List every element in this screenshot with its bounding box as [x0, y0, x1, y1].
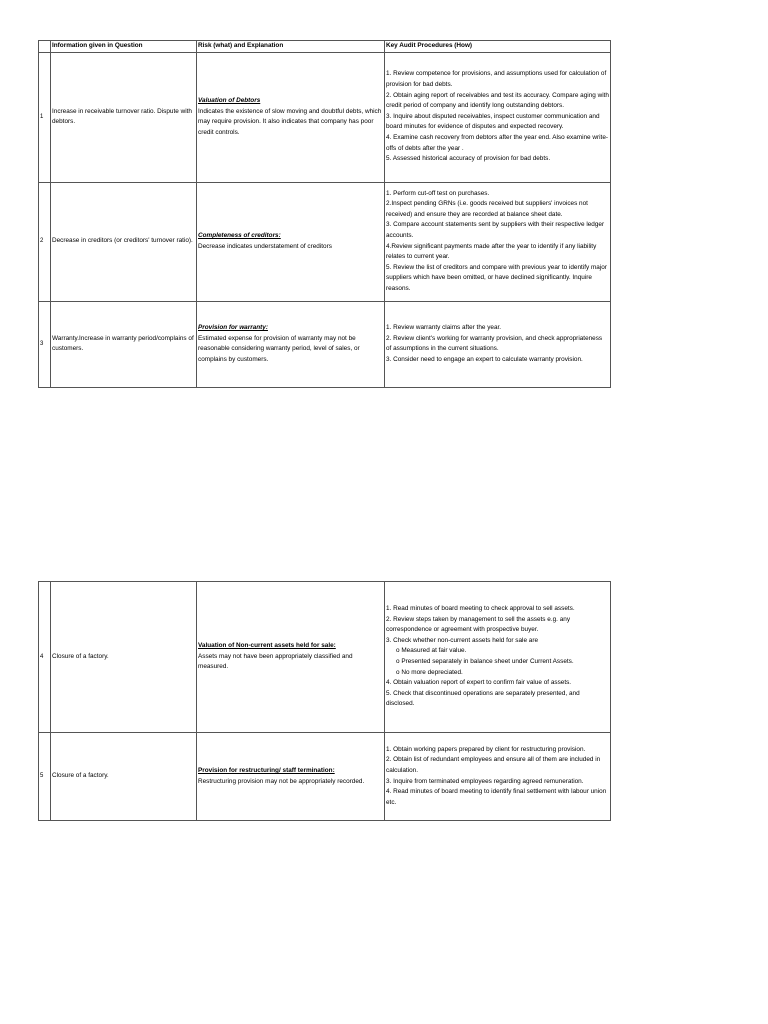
risk-title: Valuation of Debtors: [198, 96, 261, 104]
procedure-line: 4. Examine cash recovery from debtors after the year end. Also examine write-offs of debts after the year .: [386, 133, 608, 152]
procedure-line: 1. Review competence for provisions, and assumptions used for calculation of provision for bad debts.: [386, 70, 607, 89]
risk-title: Completeness of creditors:: [198, 232, 281, 239]
row-number: 3: [39, 301, 51, 387]
info-cell: Closure of a factory.: [51, 582, 197, 733]
table-row: [39, 301, 611, 387]
risk-text: Estimated expense for provision of warranty may not be reasonable considering warranty period, level of sales, or complains by customers.: [198, 334, 360, 363]
risk-cell: [197, 582, 385, 733]
procedures-cell: [385, 182, 611, 301]
info-cell: Closure of a factory.: [51, 733, 197, 821]
header-risk: Risk (what) and Explanation: [197, 41, 385, 53]
procedure-line: 1. Obtain working papers prepared by client for restructuring provision.: [386, 745, 586, 753]
procedure-line: 2.Inspect pending GRNs (i.e. goods received but suppliers' invoices not received) and ensure they are recorded at balance sheet date.: [386, 200, 588, 218]
table-row: [39, 182, 611, 301]
risk-text: Restructuring provision may not be appropriately recorded.: [198, 777, 365, 785]
info-cell: Decrease in creditors (or creditors' turnover ratio).: [51, 182, 197, 301]
procedure-line: 1. Read minutes of board meeting to check approval to sell assets.: [386, 605, 575, 613]
risk-cell: [197, 301, 385, 387]
info-cell: Increase in receivable turnover ratio. Dispute with debtors.: [51, 52, 197, 182]
risk-text: Indicates the existence of slow moving and doubtful debts, which may require provision. It also indicates that company has poor credit controls.: [198, 107, 382, 136]
procedure-line: 4. Read minutes of board meeting to identify final settlement with labour union etc.: [386, 788, 607, 806]
risk-title: Provision for restructuring/ staff termination:: [198, 766, 335, 774]
table-row: [39, 52, 611, 182]
procedure-line: 3. Consider need to engage an expert to calculate warranty provision.: [386, 355, 583, 363]
procedure-line: 2. Review steps taken by management to sell the assets e.g. any correspondence or agreement with prospective buyer.: [386, 615, 571, 634]
procedure-line: 1. Perform cut-off test on purchases.: [386, 189, 490, 197]
procedure-line: 1. Review warranty claims after the year.: [386, 323, 502, 331]
row-number: 1: [39, 52, 51, 182]
procedure-subitem: o Measured at fair value.: [396, 647, 467, 655]
procedures-cell: [385, 582, 611, 733]
risk-cell: [197, 733, 385, 821]
row-number: 4: [39, 582, 51, 733]
header-procedures: Key Audit Procedures (How): [385, 41, 611, 53]
header-no: [39, 41, 51, 53]
procedures-cell: [385, 301, 611, 387]
procedure-line: 4. Obtain valuation report of expert to confirm fair value of assets.: [386, 679, 572, 687]
header-info: Information given in Question: [51, 41, 197, 53]
info-cell: Warranty.Increase in warranty period/complains of customers.: [51, 301, 197, 387]
procedure-line: 2. Obtain aging report of receivables and test its accuracy. Compare aging with credit period of company and identify long outstanding debtors.: [386, 91, 609, 110]
procedure-line: 3. Check whether non-current assets held for sale are: [386, 636, 539, 644]
procedures-cell: [385, 52, 611, 182]
procedure-line: 3. Compare account statements sent by suppliers with their respective ledger accounts.: [386, 221, 605, 239]
table-header-row: [39, 41, 611, 53]
risk-title: Provision for warranty:: [198, 323, 268, 331]
procedure-line: 5. Check that discontinued operations are separately presented, and disclosed.: [386, 689, 580, 708]
procedure-line: 5. Review the list of creditors and compare with previous year to identify major suppliers which have been omitted, or have declined significantly. Inquire reasons.: [386, 263, 607, 292]
procedure-line: 4.Review significant payments made after the year to identify if any liability relates to current year.: [386, 242, 597, 261]
procedures-cell: [385, 733, 611, 821]
table-row: [39, 733, 611, 821]
row-number: 2: [39, 182, 51, 301]
audit-table-2: [38, 581, 611, 821]
risk-title: Valuation of Non-current assets held for sale:: [198, 642, 336, 650]
procedure-line: 5. Assessed historical accuracy of provision for bad debts.: [386, 155, 551, 163]
procedure-line: 3. Inquire from terminated employees regarding agreed remuneration.: [386, 777, 584, 785]
procedure-line: 2. Review client's working for warranty provision, and check appropriateness of assumptions in the current situations.: [386, 334, 603, 353]
risk-text: Decrease indicates understatement of creditors: [198, 242, 332, 250]
risk-cell: [197, 52, 385, 182]
row-number: 5: [39, 733, 51, 821]
procedure-subitem: o No more depreciated.: [396, 668, 463, 676]
procedure-line: 2. Obtain list of redundant employees and ensure all of them are included in calculation.: [386, 756, 601, 774]
risk-cell: [197, 182, 385, 301]
audit-table-1: [38, 40, 611, 388]
procedure-line: 3. Inquire about disputed receivables, inspect customer communication and board minutes for evidence of disputes and expected recovery.: [386, 112, 600, 131]
risk-text: Assets may not have been appropriately classified and measured.: [198, 652, 353, 671]
procedure-subitem: o Presented separately in balance sheet under Current Assets.: [396, 658, 574, 665]
table-row: [39, 582, 611, 733]
